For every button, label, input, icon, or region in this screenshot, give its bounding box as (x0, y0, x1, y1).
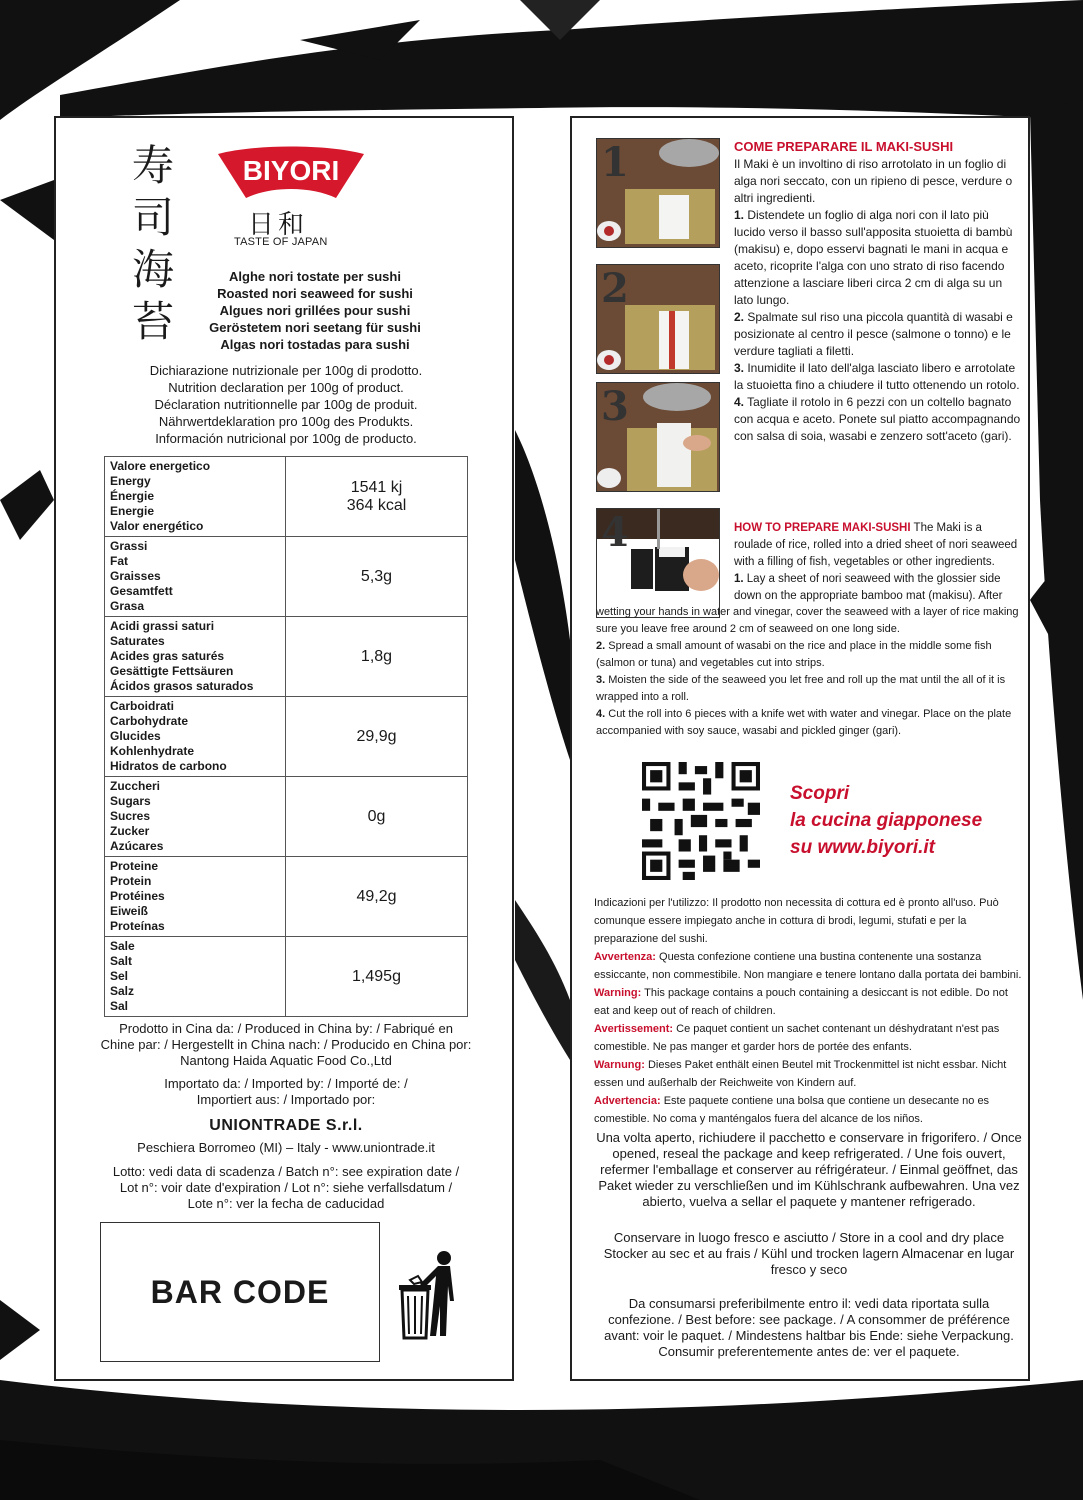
nutrient-labels (105, 537, 286, 617)
step-number: 1 (601, 139, 629, 186)
usage-text: Indicazioni per l'utilizzo: Il prodotto non necessita di cottura ed è pronto all'uso. Può comunque essere impiegato anche in cottura di brodi, legumi, stufati e per la preparazione del sushi. (594, 897, 999, 945)
storage-instructions: Conservare in luogo fresco e asciutto / Store in a cool and dry place Stocker au sec et au frais / Kühl und trocken lagern Almacenar en lugar fresco y seco (603, 1230, 1015, 1277)
value-line: 0g (367, 807, 386, 825)
step-text: Tagliate il rotolo in 6 pezzi con un coltello bagnato con acqua e aceto. Ponete sul piatto accompagnando con salsa di soia, wasabi e zenzero sott'aceto (gari). (734, 395, 1021, 443)
step-text: Spalmate sul riso una piccola quantità di wasabi e posizionate al centro il pesce (salmone o tonno) e le verdure tagliati a filetti. (734, 310, 1013, 358)
step-label: 4. (734, 395, 745, 409)
nutrient-label: Salz (110, 984, 135, 998)
right-label-panel (570, 116, 1030, 1381)
step-text: Cut the roll into 6 pieces with a knife wet with water and vinegar. Place on the plate accompanied with soy sauce, wasabi and pickled ginger (gari). (596, 708, 1012, 737)
maki-instructions-en-intro (734, 520, 1022, 605)
product-name: Roasted nori seaweed for sushi (217, 286, 413, 301)
nutrient-labels (105, 857, 286, 937)
product-name: Algues nori grillées pour sushi (219, 303, 411, 318)
nutrient-label: Energy (110, 474, 151, 488)
warning-text: This package contains a pouch containing a desiccant is not edible. Do not eat and keep out of reach of children. (594, 987, 1008, 1017)
declaration-line: Nährwertdeklaration pro 100g des Produkts. (158, 414, 414, 429)
value-line: 1,8g (360, 647, 393, 665)
step-label: 3. (596, 674, 606, 686)
nutrition-row (105, 857, 468, 937)
nutrition-table (104, 456, 468, 1017)
nutrient-labels (105, 697, 286, 777)
nutrient-value (286, 697, 468, 777)
logo-kanji: 日和 (248, 210, 309, 240)
nutrient-label: Saturates (110, 634, 165, 648)
biyori-logo (216, 140, 366, 202)
nutrient-label: Gesättigte Fettsäuren (110, 664, 234, 678)
cta-line: la cucina giapponese (790, 810, 983, 831)
nutrient-label: Energie (110, 504, 155, 518)
nutrition-row (105, 777, 468, 857)
nutrient-label: Carbohydrate (110, 714, 189, 728)
declaration-line: Déclaration nutritionnelle par 100g de produit. (154, 397, 418, 412)
importer-address: Peschiera Borromeo (MI) – Italy - www.uniontrade.it (137, 1140, 435, 1155)
imported-by (76, 1076, 496, 1108)
declaration-line: Nutrition declaration per 100g of product. (168, 380, 404, 395)
nutrient-labels (105, 617, 286, 697)
warning-label: Warning: (594, 987, 642, 999)
step-label: 4. (596, 708, 606, 720)
vertical-kanji (120, 140, 186, 348)
nutrition-row (105, 457, 468, 537)
product-name: Geröstetem nori seetang für sushi (209, 320, 421, 335)
best-before: Da consumarsi preferibilmente entro il: vedi data riportata sulla confezione. / Best before: see package. / A consommer de préférence avant: voir le paquet. / Mindestens haltbar bis Ende: siehe Verpackung. Consumir preferentemente antes de: ver el paquete. (604, 1296, 1014, 1359)
value-line: 1541 kj (350, 478, 403, 496)
nutrient-label: Sucres (110, 809, 151, 823)
value-line: 49,2g (356, 887, 397, 905)
nutrient-value (286, 617, 468, 697)
nutrient-label: Graisses (110, 569, 161, 583)
maki-intro-en: The Maki is a roulade of rice, rolled into a dried sheet of nori seaweed with a filling of fish, vegetables or other ingredients. (734, 522, 1018, 568)
nutrient-value (286, 937, 468, 1017)
warning-label: Avvertenza: (594, 951, 656, 963)
nutrient-label: Kohlenhydrate (110, 744, 195, 758)
warning-text: Dieses Paket enthält einen Beutel mit Trockenmittel ist nicht essbar. Nicht essen und außerhalb der Reichweite von Kindern auf. (594, 1059, 1007, 1089)
nutrient-label: Sugars (110, 794, 151, 808)
nutrient-label: Salt (110, 954, 133, 968)
warning-label: Warnung: (594, 1059, 645, 1071)
imported-line: Importato da: / Imported by: / Importé de: / (164, 1076, 408, 1091)
cta-url[interactable]: su www.biyori.it (790, 837, 935, 858)
nutrient-label: Proteine (110, 859, 159, 873)
nutrient-label: Glucides (110, 729, 161, 743)
declaration-line: Dichiarazione nutrizionale per 100g di prodotto. (149, 363, 423, 378)
step-label: 2. (734, 310, 745, 324)
nutrient-labels (105, 937, 286, 1017)
nutrient-label: Zuccheri (110, 779, 161, 793)
nutrition-row (105, 937, 468, 1017)
step-number: 4 (601, 509, 629, 556)
nutrient-label: Zucker (110, 824, 150, 838)
logo-wordmark: BIYORI (242, 155, 340, 186)
lot-line: Lotto: vedi data di scadenza / Batch n°: see expiration date / (112, 1164, 460, 1179)
maki-instructions-en (596, 604, 1024, 740)
nutrient-labels (105, 457, 286, 537)
website-cta[interactable] (790, 780, 1010, 861)
value-line: 364 kcal (346, 496, 407, 514)
nutrition-declaration (86, 362, 486, 447)
barcode-box: BAR CODE (100, 1222, 380, 1362)
step-number: 3 (601, 383, 629, 430)
nutrient-label: Valor energético (110, 519, 204, 533)
kanji-char: 海 (131, 245, 174, 294)
importer-name: UNIONTRADE S.r.l. (209, 1117, 363, 1134)
nutrient-label: Eiweiß (110, 904, 149, 918)
nutrient-label: Valore energetico (110, 459, 211, 473)
step-photo-1 (596, 138, 720, 248)
warning-label: Avertissement: (594, 1023, 674, 1035)
usage-and-warnings (594, 894, 1024, 1128)
step-text: Spread a small amount of wasabi on the rice and place in the middle some fish (salmon or tuna) and vegetables cut into strips. (596, 640, 992, 669)
kanji-char: 苔 (131, 297, 174, 346)
declaration-line: Información nutricional por 100g de producto. (155, 431, 417, 446)
nutrient-label: Grassi (110, 539, 148, 553)
nutrient-label: Sal (110, 999, 129, 1013)
step-text: Inumidite il lato dell'alga lasciato libero e arrotolate la stuoietta fino a chiudere il tutto ottenendo un rotolo. (734, 361, 1020, 392)
nutrient-label: Grasa (110, 599, 145, 613)
nutrient-label: Hidratos de carbono (110, 759, 227, 773)
nutrient-label: Protéines (110, 889, 165, 903)
kanji-char: 司 (131, 193, 174, 242)
maki-intro-it: Il Maki è un involtino di riso arrotolato in un foglio di alga nori seccato, con un ripieno di pesce, verdure o altri ingredienti. (734, 157, 1013, 205)
nutrient-label: Azúcares (110, 839, 164, 853)
product-names (190, 268, 440, 353)
warning-label: Advertencia: (594, 1095, 661, 1107)
nutrient-label: Carboidrati (110, 699, 175, 713)
step-text: wetting your hands in water and vinegar, cover the seaweed with a layer of rice making sure you leave free around 2 cm of seaweed on one long side. (596, 606, 1019, 635)
nutrition-row (105, 617, 468, 697)
step-number: 2 (601, 265, 629, 312)
cta-line: Scopri (790, 783, 850, 804)
step-text: Distendete un foglio di alga nori con il lato più lucido verso il basso sull'apposita stuoietta di bambù (makisu) e, dopo esservi bagnati le mani in acqua e aceto, ricoprite l'alga con uno strato di riso facendo attenzione a lasciare liberi circa 2 cm di alga su un lato lungo. (734, 208, 1013, 307)
step-photo-4 (596, 508, 720, 618)
left-label-panel (54, 116, 514, 1381)
step-label: 3. (734, 361, 745, 375)
step-photo-3 (596, 382, 720, 492)
nutrient-label: Énergie (110, 489, 155, 503)
nutrient-value (286, 537, 468, 617)
product-name: Algas nori tostadas para sushi (220, 337, 410, 352)
product-name: Alghe nori tostate per sushi (229, 269, 401, 284)
nutrition-row (105, 537, 468, 617)
recycle-bin-icon (396, 1246, 466, 1346)
nutrient-label: Sel (110, 969, 129, 983)
value-line: 1,495g (352, 967, 401, 985)
kanji-char: 寿 (131, 141, 174, 190)
nutrient-value (286, 777, 468, 857)
maki-title-it: COME PREPARARE IL MAKI-SUSHI (734, 139, 954, 154)
nutrient-label: Sale (110, 939, 135, 953)
step-text: Lay a sheet of nori seaweed with the glossier side down on the appropriate bamboo mat (makisu). After (734, 573, 1003, 602)
warning-text: Ce paquet contient un sachet contenant un déshydratant n'est pas comestible. Ne pas manger et garder hors de portée des enfants. (594, 1023, 1000, 1053)
step-photo-2 (596, 264, 720, 374)
step-label: 2. (596, 640, 606, 652)
warning-text: Este paquete contiene una bolsa que contiene un desecante no es comestible. No coma y manténgalos fuera del alcance de los niños. (594, 1095, 990, 1125)
nutrient-label: Fat (110, 554, 128, 568)
qr-code[interactable] (642, 762, 760, 880)
maki-title-en: HOW TO PREPARE MAKI-SUSHI (734, 522, 911, 534)
nutrient-label: Acides gras saturés (110, 649, 225, 663)
warning-text: Questa confezione contiene una bustina contenente una sostanza essiccante, non commestibile. Non mangiare e tenere lontano dalla portata dei bambini. (594, 951, 1022, 981)
value-line: 5,3g (360, 567, 393, 585)
nutrient-label: Protein (110, 874, 152, 888)
produced-line: Prodotto in Cina da: / Produced in China by: / Fabriqué en (119, 1021, 453, 1036)
nutrition-row (105, 697, 468, 777)
producer-name: Nantong Haida Aquatic Food Co.,Ltd (180, 1053, 392, 1068)
lot-line: Lote n°: ver la fecha de caducidad (187, 1196, 385, 1211)
nutrient-labels (105, 777, 286, 857)
maki-instructions-it (734, 138, 1022, 445)
produced-line: Chine par: / Hergestellt in China nach: / Producido en China por: (100, 1037, 472, 1052)
tagline: TASTE OF JAPAN (234, 236, 328, 248)
nutrient-label: Ácidos grasos saturados (110, 679, 254, 693)
step-label: 1. (734, 573, 744, 585)
keep-refrigerated: Una volta aperto, richiudere il pacchetto e conservare in frigorifero. / Once opened, reseal the package and keep refrigerated. / Une fois ouvert, refermer l'emballage et conserver au réfrigérateur. / Einmal geöffnet, das Paket wieder zu verschließen und im Kühlschrank aufbewahren. Una vez abierto, vuelva a sellar el paquete y mantener refrigerado. (596, 1130, 1022, 1209)
value-line: 29,9g (356, 727, 397, 745)
lot-line: Lot n°: voir date d'expiration / Lot n°: siehe verfallsdatum / (119, 1180, 453, 1195)
lot-info (76, 1164, 496, 1212)
nutrient-value (286, 857, 468, 937)
nutrient-label: Proteínas (110, 919, 165, 933)
nutrient-label: Acidi grassi saturi (110, 619, 215, 633)
nutrient-value (286, 457, 468, 537)
imported-line: Importiert aus: / Importado por: (196, 1092, 376, 1107)
produced-by (76, 1021, 496, 1069)
nutrient-label: Gesamtfett (110, 584, 173, 598)
step-text: Moisten the side of the seaweed you let free and roll up the mat until the all of it is wrapped into a roll. (596, 674, 1006, 703)
step-label: 1. (734, 208, 745, 222)
